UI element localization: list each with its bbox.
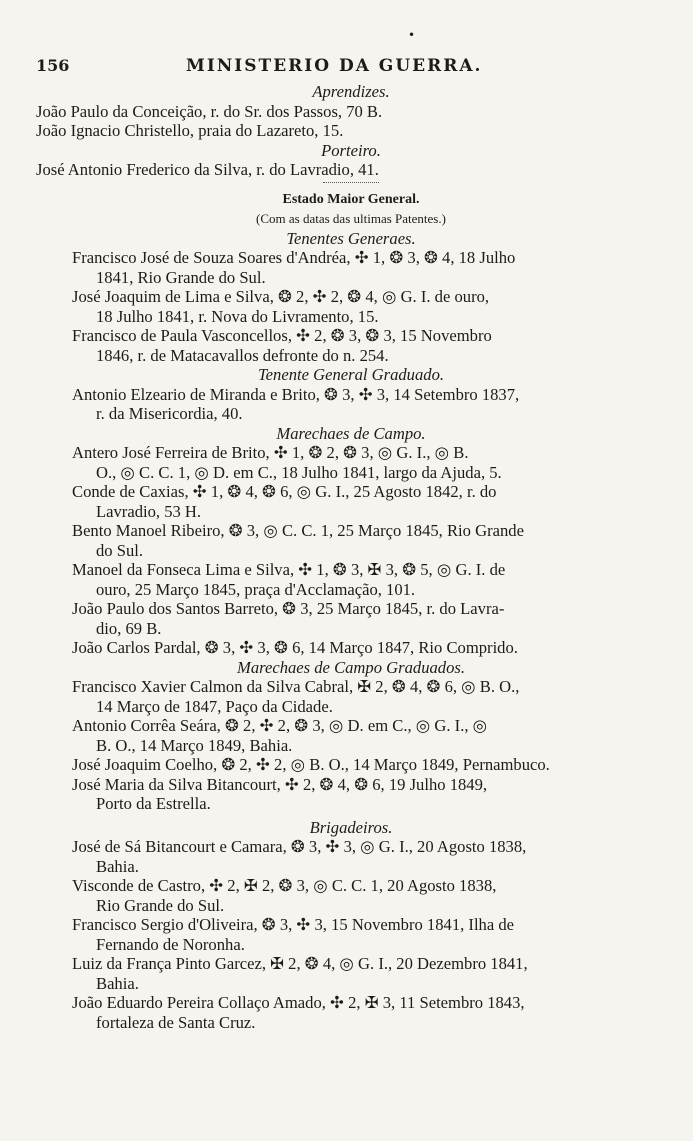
list-item: Antonio Corrêa Seára, ❂ 2, ✣ 2, ❂ 3, ◎ D. em C., ◎ G. I., ◎ xyxy=(72,716,488,735)
heading-brigadeiros: Brigadeiros. xyxy=(309,817,393,837)
divider xyxy=(323,182,379,186)
page-mark: • xyxy=(408,28,416,42)
list-item-continuation: Lavradio, 53 H. xyxy=(96,501,202,521)
estado-maior-note: (Com as datas das ultimas Patentes.) xyxy=(256,211,446,226)
list-item: José Maria da Silva Bitancourt, ✣ 2, ❂ 4, ❂ 6, 19 Julho 1849, xyxy=(72,774,488,794)
list-item: José Antonio Frederico da Silva, r. do Lavradio, 41. xyxy=(36,160,379,179)
list-item-continuation: dio, 69 B. xyxy=(96,618,162,638)
list-item: Manoel da Fonseca Lima e Silva, ✣ 1, ❂ 3, ✠ 3, ❂ 5, ◎ G. I. de xyxy=(72,560,506,579)
list-item-continuation: do Sul. xyxy=(96,540,144,560)
list-item: João Paulo da Conceição, r. do Sr. dos Passos, 70 B. xyxy=(36,101,383,121)
list-item-continuation: Rio Grande do Sul. xyxy=(96,895,225,915)
document-page xyxy=(36,56,666,1032)
list-item: Visconde de Castro, ✣ 2, ✠ 2, ❂ 3, ◎ C. C. 1, 20 Agosto 1838, xyxy=(72,876,497,895)
list-item-continuation: 1846, r. de Matacavallos defronte do n. 254. xyxy=(96,345,389,365)
list-item: Francisco Xavier Calmon da Silva Cabral, ✠ 2, ❂ 4, ❂ 6, ◎ B. O., xyxy=(72,677,520,696)
heading-aprendizes: Aprendizes. xyxy=(312,82,390,101)
list-item-continuation: ouro, 25 Março 1845, praça d'Acclamação, 101. xyxy=(96,579,416,599)
list-item: João Carlos Pardal, ❂ 3, ✣ 3, ❂ 6, 14 Março 1847, Rio Comprido. xyxy=(72,638,518,657)
list-item: José Joaquim Coelho, ❂ 2, ✣ 2, ◎ B. O., 14 Março 1849, Pernambuco. xyxy=(72,755,550,774)
list-item: Francisco Sergio d'Oliveira, ❂ 3, ✣ 3, 15 Novembro 1841, Ilha de xyxy=(72,915,515,934)
list-item-continuation: Bahia. xyxy=(96,973,139,993)
list-item-continuation: r. da Misericordia, 40. xyxy=(96,404,243,423)
list-item-continuation: O., ◎ C. C. 1, ◎ D. em C., 18 Julho 1841, largo da Ajuda, 5. xyxy=(96,462,502,482)
page-number: 156 xyxy=(36,56,70,75)
list-item-continuation: fortaleza de Santa Cruz. xyxy=(96,1012,256,1032)
list-item-continuation: Porto da Estrella. xyxy=(96,794,211,813)
list-item: Antero José Ferreira de Brito, ✣ 1, ❂ 2, ❂ 3, ◎ G. I., ◎ B. xyxy=(72,443,469,462)
list-item-continuation: B. O., 14 Março 1849, Bahia. xyxy=(96,735,293,755)
heading-marechaes: Marechaes de Campo. xyxy=(276,423,426,443)
list-item: Luiz da França Pinto Garcez, ✠ 2, ❂ 4, ◎ G. I., 20 Dezembro 1841, xyxy=(72,954,528,973)
list-item-continuation: 1841, Rio Grande do Sul. xyxy=(96,267,266,287)
list-item: João Eduardo Pereira Collaço Amado, ✣ 2, ✠ 3, 11 Setembro 1843, xyxy=(72,993,525,1012)
list-item: José de Sá Bitancourt e Camara, ❂ 3, ✣ 3, ◎ G. I., 20 Agosto 1838, xyxy=(72,837,527,856)
list-item-continuation: Fernando de Noronha. xyxy=(96,934,245,954)
heading-porteiro: Porteiro. xyxy=(321,140,381,160)
list-item: João Paulo dos Santos Barreto, ❂ 3, 25 Março 1845, r. do Lavra- xyxy=(72,599,505,618)
list-item: Bento Manoel Ribeiro, ❂ 3, ◎ C. C. 1, 25 Março 1845, Rio Grande xyxy=(72,521,524,540)
list-item: Conde de Caxias, ✣ 1, ❂ 4, ❂ 6, ◎ G. I., 25 Agosto 1842, r. do xyxy=(72,482,497,501)
heading-marechaes-graduados: Marechaes de Campo Graduados. xyxy=(237,657,465,677)
list-item: Antonio Elzeario de Miranda e Brito, ❂ 3, ✣ 3, 14 Setembro 1837, xyxy=(72,384,520,404)
page-header xyxy=(36,56,666,82)
list-item: Francisco de Paula Vasconcellos, ✣ 2, ❂ 3, ❂ 3, 15 Novembro xyxy=(72,326,492,345)
heading-estado-maior: Estado Maior General. xyxy=(282,191,420,207)
list-item-continuation: 14 Março de 1847, Paço da Cidade. xyxy=(96,696,333,716)
heading-tenentes-generaes: Tenentes Generaes. xyxy=(286,228,416,248)
list-item-continuation: 18 Julho 1841, r. Nova do Livramento, 15. xyxy=(96,306,379,326)
running-title: MINISTERIO DA GUERRA. xyxy=(186,56,483,76)
list-item-continuation: Bahia. xyxy=(96,856,139,876)
list-item: João Ignacio Christello, praia do Lazareto, 15. xyxy=(36,121,344,140)
list-item: José Joaquim de Lima e Silva, ❂ 2, ✣ 2, ❂ 4, ◎ G. I. de ouro, xyxy=(72,287,490,306)
heading-tenente-general-graduado: Tenente General Graduado. xyxy=(257,365,445,384)
list-item: Francisco José de Souza Soares d'Andréa, ✣ 1, ❂ 3, ❂ 4, 18 Julho xyxy=(72,248,516,267)
